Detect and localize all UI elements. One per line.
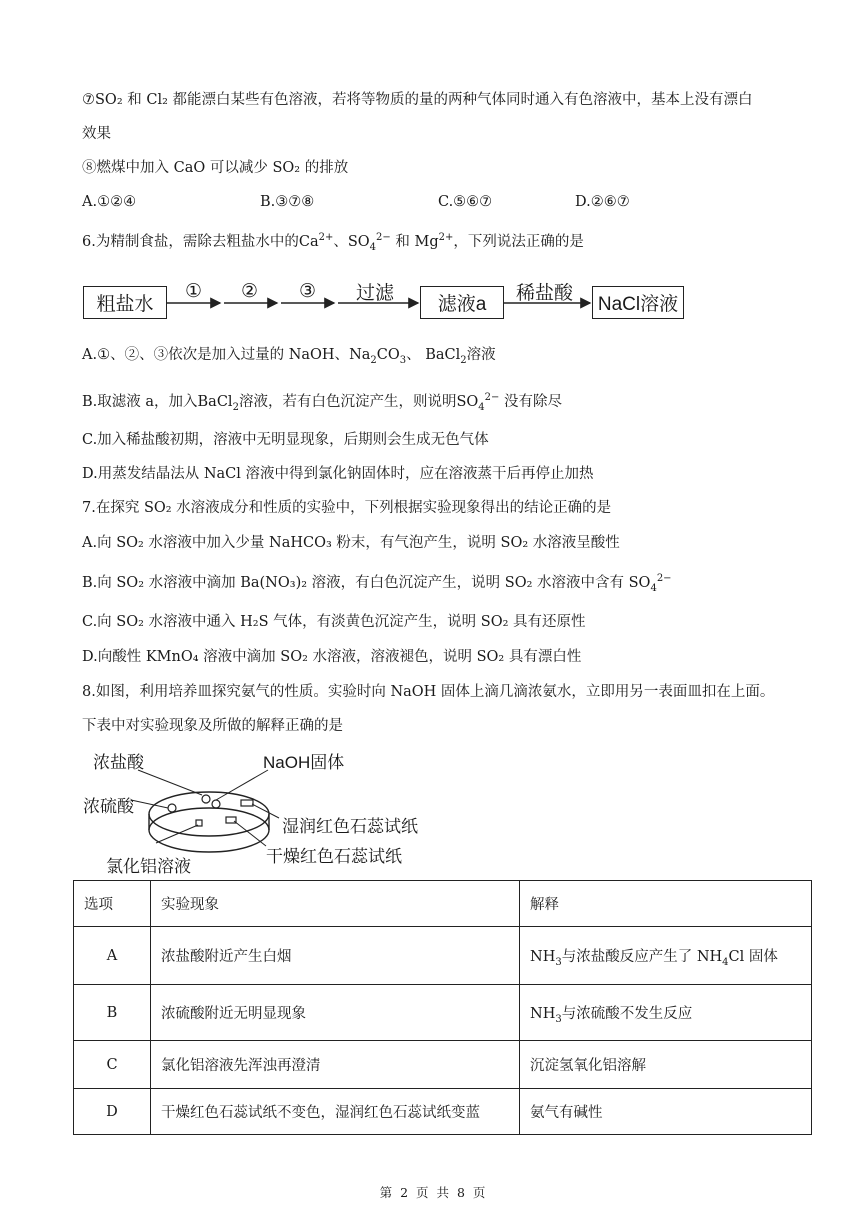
row-phenomenon: 干燥红色石蕊试纸不变色，湿润红色石蕊试纸变蓝 [151, 1089, 520, 1135]
q5-item8: ⑧燃煤中加入 CaO 可以减少 SO₂ 的排放 [82, 160, 349, 176]
q5-option-c: C.⑤⑥⑦ [438, 194, 493, 210]
q8-stem-line2: 下表中对实验现象及所做的解释正确的是 [82, 718, 343, 734]
row-explanation: $NH_3$与浓盐酸反应产生了 $NH_4Cl$ 固体 [520, 927, 812, 985]
q7-stem: 7.在探究 SO₂ 水溶液成分和性质的实验中，下列根据实验现象得出的结论正确的是 [82, 500, 612, 516]
row-option: A [74, 927, 151, 985]
flow-start-box: 粗盐水 [83, 286, 167, 319]
table-header-row [74, 881, 812, 927]
petri-dish-diagram [76, 748, 436, 876]
table-row [74, 985, 812, 1041]
q5-option-b: B.③⑦⑧ [260, 194, 315, 210]
q5-option-a: A.①②④ [82, 194, 137, 210]
q8-stem-line1: 8.如图，利用培养皿探究氨气的性质。实验时向 NaOH 固体上滴几滴浓氨水，立即用另一表面皿扣在上面。 [82, 684, 775, 700]
q6-flow-diagram [0, 270, 867, 330]
header-explanation: 解释 [520, 881, 812, 927]
label-conc-h2so4: 浓硫酸 [83, 797, 134, 816]
flow-arrows [0, 270, 867, 330]
q5-item7-line2: 效果 [82, 126, 111, 142]
flow-end-box: NaCl溶液 [592, 286, 684, 319]
table-row [74, 1041, 812, 1089]
q7-option-c: C.向 SO₂ 水溶液中通入 H₂S 气体，有淡黄色沉淀产生，说明 SO₂ 具有还原性 [82, 614, 586, 630]
q7-option-b: B.向 SO₂ 水溶液中滴加 Ba(NO₃)₂ 溶液，有白色沉淀产生，说明 SO₂ 水溶液中含有 $SO_4^{2-}$ [82, 573, 672, 594]
row-option: D [74, 1089, 151, 1135]
row-phenomenon: 浓盐酸附近产生白烟 [151, 927, 520, 985]
label-conc-hcl: 浓盐酸 [93, 753, 144, 772]
flow-step2-label: ② [241, 281, 259, 302]
row-option: C [74, 1041, 151, 1089]
flow-filter-label: 过滤 [356, 283, 395, 304]
flow-step1-label: ① [185, 281, 203, 302]
label-naoh-solid: NaOH固体 [263, 753, 345, 772]
label-wet-litmus: 湿润红色石蕊试纸 [282, 817, 418, 836]
table-row [74, 1089, 812, 1135]
q7-option-d: D.向酸性 KMnO₄ 溶液中滴加 SO₂ 水溶液，溶液褪色，说明 SO₂ 具有漂白性 [82, 649, 582, 665]
row-explanation: $NH_3$与浓硫酸不发生反应 [520, 985, 812, 1041]
q6-stem: 6.为精制食盐，需除去粗盐水中的$Ca^{2+}$、$SO_4^{2-}$ 和 $Mg^{2+}$，下列说法正确的是 [82, 232, 584, 253]
row-phenomenon: 氯化铝溶液先浑浊再澄清 [151, 1041, 520, 1089]
header-option: 选项 [74, 881, 151, 927]
q6-option-d: D.用蒸发结晶法从 NaCl 溶液中得到氯化钠固体时，应在溶液蒸干后再停止加热 [82, 466, 594, 482]
q7-option-a: A.向 SO₂ 水溶液中加入少量 NaHCO₃ 粉末，有气泡产生，说明 SO₂ 水溶液呈酸性 [82, 535, 620, 551]
row-phenomenon: 浓硫酸附近无明显现象 [151, 985, 520, 1041]
q6-option-b: B.取滤液 a，加入BaCl$_2$溶液，若有白色沉淀产生，则说明$SO_4^{2-}$ 没有除尽 [82, 392, 563, 413]
flow-filtrate-box: 滤液a [420, 286, 504, 319]
label-alcl3-solution: 氯化铝溶液 [106, 857, 191, 876]
q8-answer-table [73, 880, 812, 1135]
label-dry-litmus: 干燥红色石蕊试纸 [266, 847, 402, 866]
row-option: B [74, 985, 151, 1041]
q5-item7-line1: ⑦SO₂ 和 Cl₂ 都能漂白某些有色溶液，若将等物质的量的两种气体同时通入有色溶液中，基本上没有漂白 [82, 92, 753, 108]
flow-acid-label: 稀盐酸 [516, 283, 574, 304]
q5-option-d: D.②⑥⑦ [575, 194, 630, 210]
row-explanation: 沉淀氢氧化铝溶解 [520, 1041, 812, 1089]
q6-option-a: A.①、②、③依次是加入过量的 NaOH、$Na_2CO_3$、 BaCl$_2$溶液 [82, 347, 496, 366]
header-phenomenon: 实验现象 [151, 881, 520, 927]
q6-option-c: C.加入稀盐酸初期，溶液中无明显现象，后期则会生成无色气体 [82, 432, 489, 448]
flow-step3-label: ③ [299, 281, 317, 302]
row-explanation: 氨气有碱性 [520, 1089, 812, 1135]
table-row [74, 927, 812, 985]
page-footer: 第 2 页 共 8 页 [379, 1185, 488, 1200]
